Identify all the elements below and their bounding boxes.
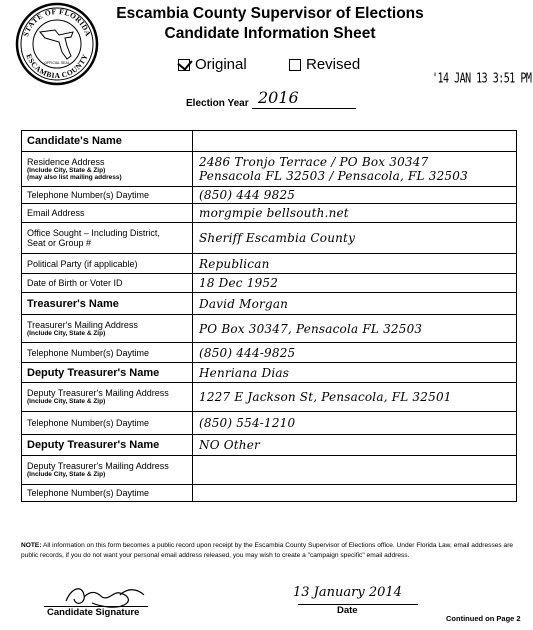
- residence-address-field[interactable]: [193, 152, 517, 187]
- political-party-label: Political Party (if applicable): [22, 254, 193, 274]
- residence-address-note-2: (may also list mailing address): [27, 174, 122, 181]
- date-of-birth-field[interactable]: 18 Dec 1952: [193, 274, 517, 293]
- table-row: [22, 187, 517, 204]
- treasurer-phone-field[interactable]: (850) 444-9825: [193, 343, 517, 363]
- table-row: [22, 456, 517, 485]
- table-row: [22, 485, 517, 502]
- date-label: Date: [337, 605, 358, 616]
- note-prefix: NOTE:: [21, 542, 42, 549]
- county-seal: [15, 2, 99, 86]
- checkbox-empty-icon: [289, 59, 301, 71]
- table-row: [22, 435, 517, 456]
- table-row: [22, 204, 517, 223]
- table-row: [22, 293, 517, 315]
- table-row: [22, 152, 517, 187]
- date-line: [298, 604, 418, 605]
- candidate-name-field[interactable]: [193, 131, 517, 152]
- table-row: [22, 343, 517, 363]
- received-stamp: '14 JAN 13 3:51 PM: [432, 72, 532, 87]
- political-party-field[interactable]: Republican: [193, 254, 517, 274]
- deputy-treasurer-2-phone-field[interactable]: [193, 485, 517, 502]
- office-sought-title: Office Sought – Including District,: [27, 228, 160, 238]
- continued-note: Continued on Page 2: [446, 614, 521, 623]
- office-sought-label: [22, 223, 193, 254]
- table-row: [22, 315, 517, 343]
- election-year-value[interactable]: 2016: [258, 88, 299, 107]
- deputy-treasurer-2-mailing-field[interactable]: [193, 456, 517, 485]
- seal-bottom-text: ESCAMBIA COUNTY: [24, 52, 90, 81]
- checkbox-checked-icon: [178, 59, 190, 71]
- table-row: [22, 254, 517, 274]
- original-checkbox[interactable]: [178, 56, 247, 73]
- residence-address-label: [22, 152, 193, 187]
- revised-checkbox[interactable]: [289, 56, 360, 73]
- candidate-name-label: Candidate's Name: [22, 131, 193, 152]
- treasurer-mailing-title: Treasurer's Mailing Address: [27, 319, 138, 330]
- deputy-treasurer-1-mailing-label: [22, 383, 193, 412]
- deputy-treasurer-1-name-label: Deputy Treasurer's Name: [22, 363, 193, 383]
- deputy-treasurer-2-mailing-label: [22, 456, 193, 485]
- original-label: Original: [195, 56, 247, 73]
- deputy-treasurer-2-mailing-title: Deputy Treasurer's Mailing Address: [27, 461, 169, 472]
- signature-date-value[interactable]: 13 January 2014: [293, 585, 402, 600]
- residence-address-title: Residence Address: [27, 156, 105, 167]
- date-of-birth-label: Date of Birth or Voter ID: [22, 274, 193, 293]
- note-text: All information on this form becomes a public record upon receipt by the Escambia County Supervisor of Elections office. Under Florida Law, email addresses are public records, if you do not want your personal email address released, you may wish to create a "campaign specific" email address.: [21, 542, 514, 559]
- deputy-treasurer-1-mailing-field[interactable]: 1227 E Jackson St, Pensacola, FL 32501: [193, 383, 517, 412]
- table-row: [22, 412, 517, 435]
- table-row: [22, 274, 517, 293]
- deputy-treasurer-1-name-field[interactable]: Henriana Dias: [193, 363, 517, 383]
- deputy-treasurer-2-name-field[interactable]: NO Other: [193, 435, 517, 456]
- treasurer-mailing-field[interactable]: PO Box 30347, Pensacola FL 32503: [193, 315, 517, 343]
- florida-shape-icon: [40, 30, 73, 59]
- treasurer-mailing-label: [22, 315, 193, 343]
- table-row: [22, 383, 517, 412]
- revised-label: Revised: [306, 56, 361, 73]
- treasurer-name-label: Treasurer's Name: [22, 293, 193, 315]
- candidate-signature-label: Candidate Signature: [47, 607, 140, 618]
- treasurer-name-field[interactable]: David Morgan: [193, 293, 517, 315]
- telephone-field[interactable]: (850) 444 9825: [193, 187, 517, 204]
- seal-top-text: STATE OF FLORIDA: [21, 6, 93, 38]
- office-sought-field[interactable]: Sheriff Escambia County: [193, 223, 517, 254]
- residence-line-2: Pensacola FL 32503 / Pensacola, FL 32503: [199, 169, 468, 183]
- office-sought-subtitle: Seat or Group #: [27, 238, 92, 248]
- election-year-label: Election Year: [186, 98, 249, 109]
- public-record-note: [21, 541, 523, 560]
- form-title: Escambia County Supervisor of Elections: [116, 5, 424, 22]
- treasurer-mailing-note: (Include City, State & Zip): [27, 329, 106, 337]
- deputy-treasurer-1-phone-label: Telephone Number(s) Daytime: [22, 412, 193, 435]
- email-field[interactable]: morgmpie bellsouth.net: [193, 204, 517, 223]
- deputy-treasurer-1-mailing-note: (Include City, State & Zip): [27, 398, 106, 406]
- election-year-line: [252, 108, 356, 109]
- deputy-treasurer-2-name-label: Deputy Treasurer's Name: [22, 435, 193, 456]
- residence-line-1: 2486 Tronjo Terrace / PO Box 30347: [199, 155, 429, 169]
- candidate-info-table: [21, 130, 517, 502]
- seal-center-text: OFFICIAL SEAL: [44, 61, 70, 65]
- email-label: Email Address: [22, 204, 193, 223]
- form-subtitle: Candidate Information Sheet: [164, 25, 376, 42]
- deputy-treasurer-1-mailing-title: Deputy Treasurer's Mailing Address: [27, 388, 169, 399]
- deputy-treasurer-2-phone-label: Telephone Number(s) Daytime: [22, 485, 193, 502]
- deputy-treasurer-2-mailing-note: (Include City, State & Zip): [27, 471, 106, 479]
- table-row: [22, 223, 517, 254]
- treasurer-phone-label: Telephone Number(s) Daytime: [22, 343, 193, 363]
- residence-address-note: (Include City, State & Zip): [27, 166, 106, 174]
- deputy-treasurer-1-phone-field[interactable]: (850) 554-1210: [193, 412, 517, 435]
- table-row: [22, 131, 517, 152]
- telephone-label: Telephone Number(s) Daytime: [22, 187, 193, 204]
- table-row: [22, 363, 517, 383]
